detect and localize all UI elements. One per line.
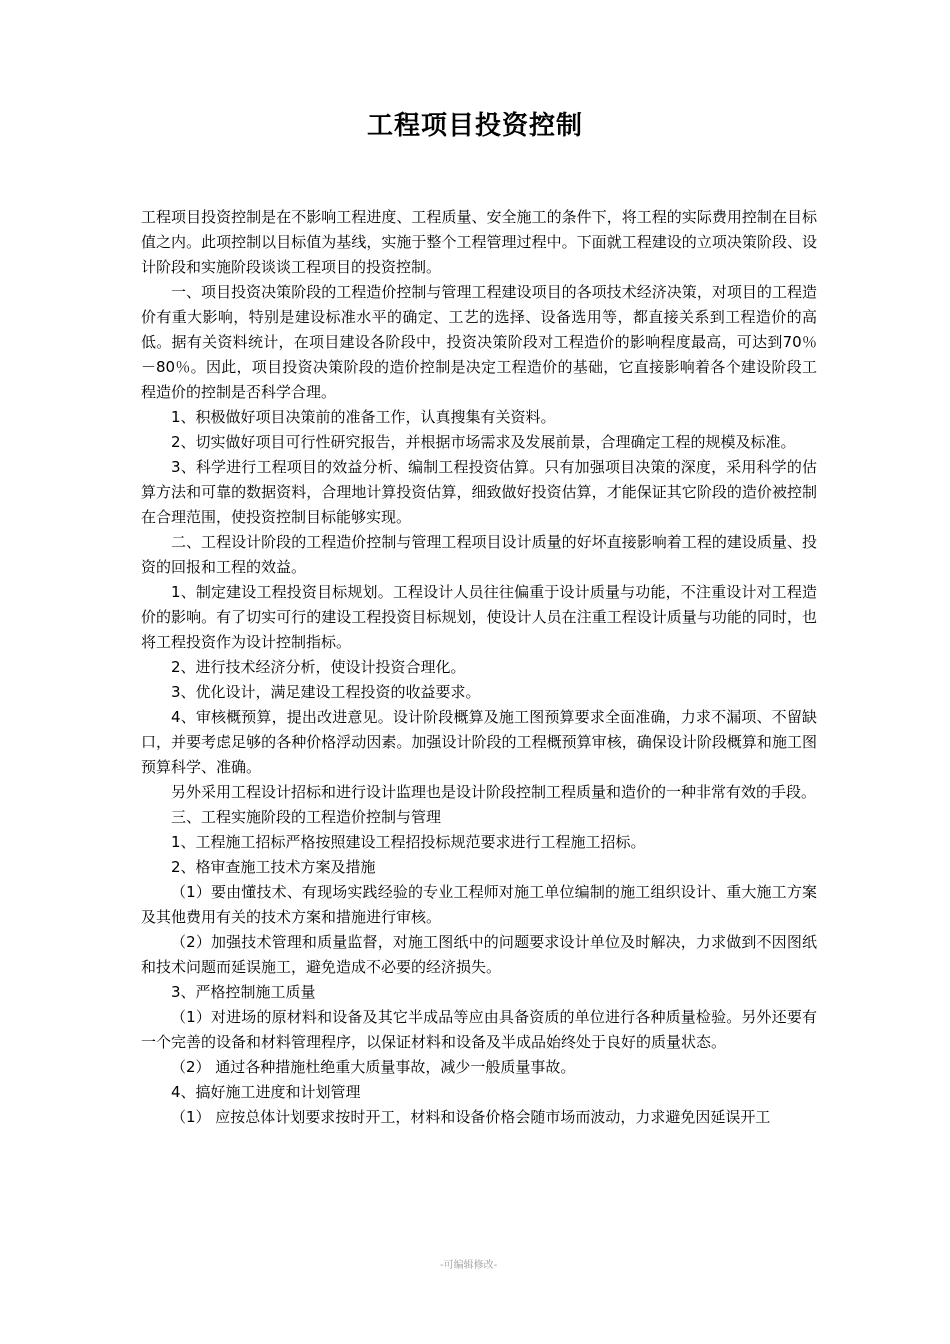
paragraph: 1、积极做好项目决策前的准备工作，认真搜集有关资料。 bbox=[171, 408, 556, 426]
paragraph: 4、搞好施工进度和计划管理 bbox=[171, 1083, 361, 1101]
paragraph: 1、制定建设工程投资目标规划。工程设计人员往往偏重于设计质量与功能，不注重设计对工程造价的影响。有了切实可行的建设工程投资目标规划，使设计人员在注重工程设计质量与功能的同时，也将工程投资作为设计控制指标。 bbox=[141, 583, 817, 651]
paragraph: 3、严格控制施工质量 bbox=[171, 983, 316, 1001]
paragraph: （1）要由懂技术、有现场实践经验的专业工程师对施工单位编制的施工组织设计、重大施工方案及其他费用有关的技术方案和措施进行审核。 bbox=[141, 883, 817, 926]
document-body bbox=[141, 205, 817, 1130]
paragraph: 二、工程设计阶段的工程造价控制与管理工程项目设计质量的好坏直接影响着工程的建设质量、投资的回报和工程的效益。 bbox=[141, 533, 817, 576]
paragraph: 2、进行技术经济分析，使设计投资合理化。 bbox=[171, 658, 466, 676]
paragraph: 另外采用工程设计招标和进行设计监理也是设计阶段控制工程质量和造价的一种非常有效的手段。 bbox=[171, 783, 817, 801]
paragraph: 一、项目投资决策阶段的工程造价控制与管理工程建设项目的各项技术经济决策，对项目的工程造价有重大影响，特别是建设标准水平的确定、工艺的选择、设备选用等，都直接关系到工程造价的高低。据有关资料统计，在项目建设各阶段中，投资决策阶段对工程造价的影响程度最高，可达到70％－80％。因此，项目投资决策阶段的造价控制是决定工程造价的基础，它直接影响着各个建设阶段工程造价的控制是否科学合理。 bbox=[141, 283, 817, 401]
paragraph: 三、工程实施阶段的工程造价控制与管理 bbox=[171, 808, 442, 826]
paragraph: 2、切实做好项目可行性研究报告，并根据市场需求及发展前景，合理确定工程的规模及标准。 bbox=[171, 433, 796, 451]
paragraph: （1） 应按总体计划要求按时开工，材料和设备价格会随市场而波动，力求避免因延误开工 bbox=[171, 1108, 771, 1126]
paragraph: 工程项目投资控制是在不影响工程进度、工程质量、安全施工的条件下，将工程的实际费用控制在目标值之内。此项控制以目标值为基线，实施于整个工程管理过程中。下面就工程建设的立项决策阶段、设计阶段和实施阶段谈谈工程项目的投资控制。 bbox=[141, 208, 817, 276]
page-footer: -可编辑修改- bbox=[440, 1260, 498, 1271]
paragraph: （2）加强技术管理和质量监督，对施工图纸中的问题要求设计单位及时解决，力求做到不因图纸和技术问题而延误施工，避免造成不必要的经济损失。 bbox=[141, 933, 817, 976]
paragraph: 2、格审查施工技术方案及措施 bbox=[171, 858, 376, 876]
paragraph: 1、工程施工招标严格按照建设工程招投标规范要求进行工程施工招标。 bbox=[171, 833, 646, 851]
paragraph: 4、审核概预算，提出改进意见。设计阶段概算及施工图预算要求全面准确，力求不漏项、不留缺口，并要考虑足够的各种价格浮动因素。加强设计阶段的工程概预算审核，确保设计阶段概算和施工图预算科学、准确。 bbox=[141, 708, 817, 776]
paragraph: （2） 通过各种措施杜绝重大质量事故，减少一般质量事故。 bbox=[171, 1058, 576, 1076]
paragraph: （1）对进场的原材料和设备及其它半成品等应由具备资质的单位进行各种质量检验。另外还要有一个完善的设备和材料管理程序，以保证材料和设备及半成品始终处于良好的质量状态。 bbox=[141, 1008, 817, 1051]
paragraph: 3、优化设计，满足建设工程投资的收益要求。 bbox=[171, 683, 481, 701]
document-title: 工程项目投资控制 bbox=[366, 111, 583, 141]
paragraph: 3、科学进行工程项目的效益分析、编制工程投资估算。只有加强项目决策的深度，采用科学的估算方法和可靠的数据资料，合理地计算投资估算，细致做好投资估算，才能保证其它阶段的造价被控制在合理范围，使投资控制目标能够实现。 bbox=[141, 458, 817, 526]
